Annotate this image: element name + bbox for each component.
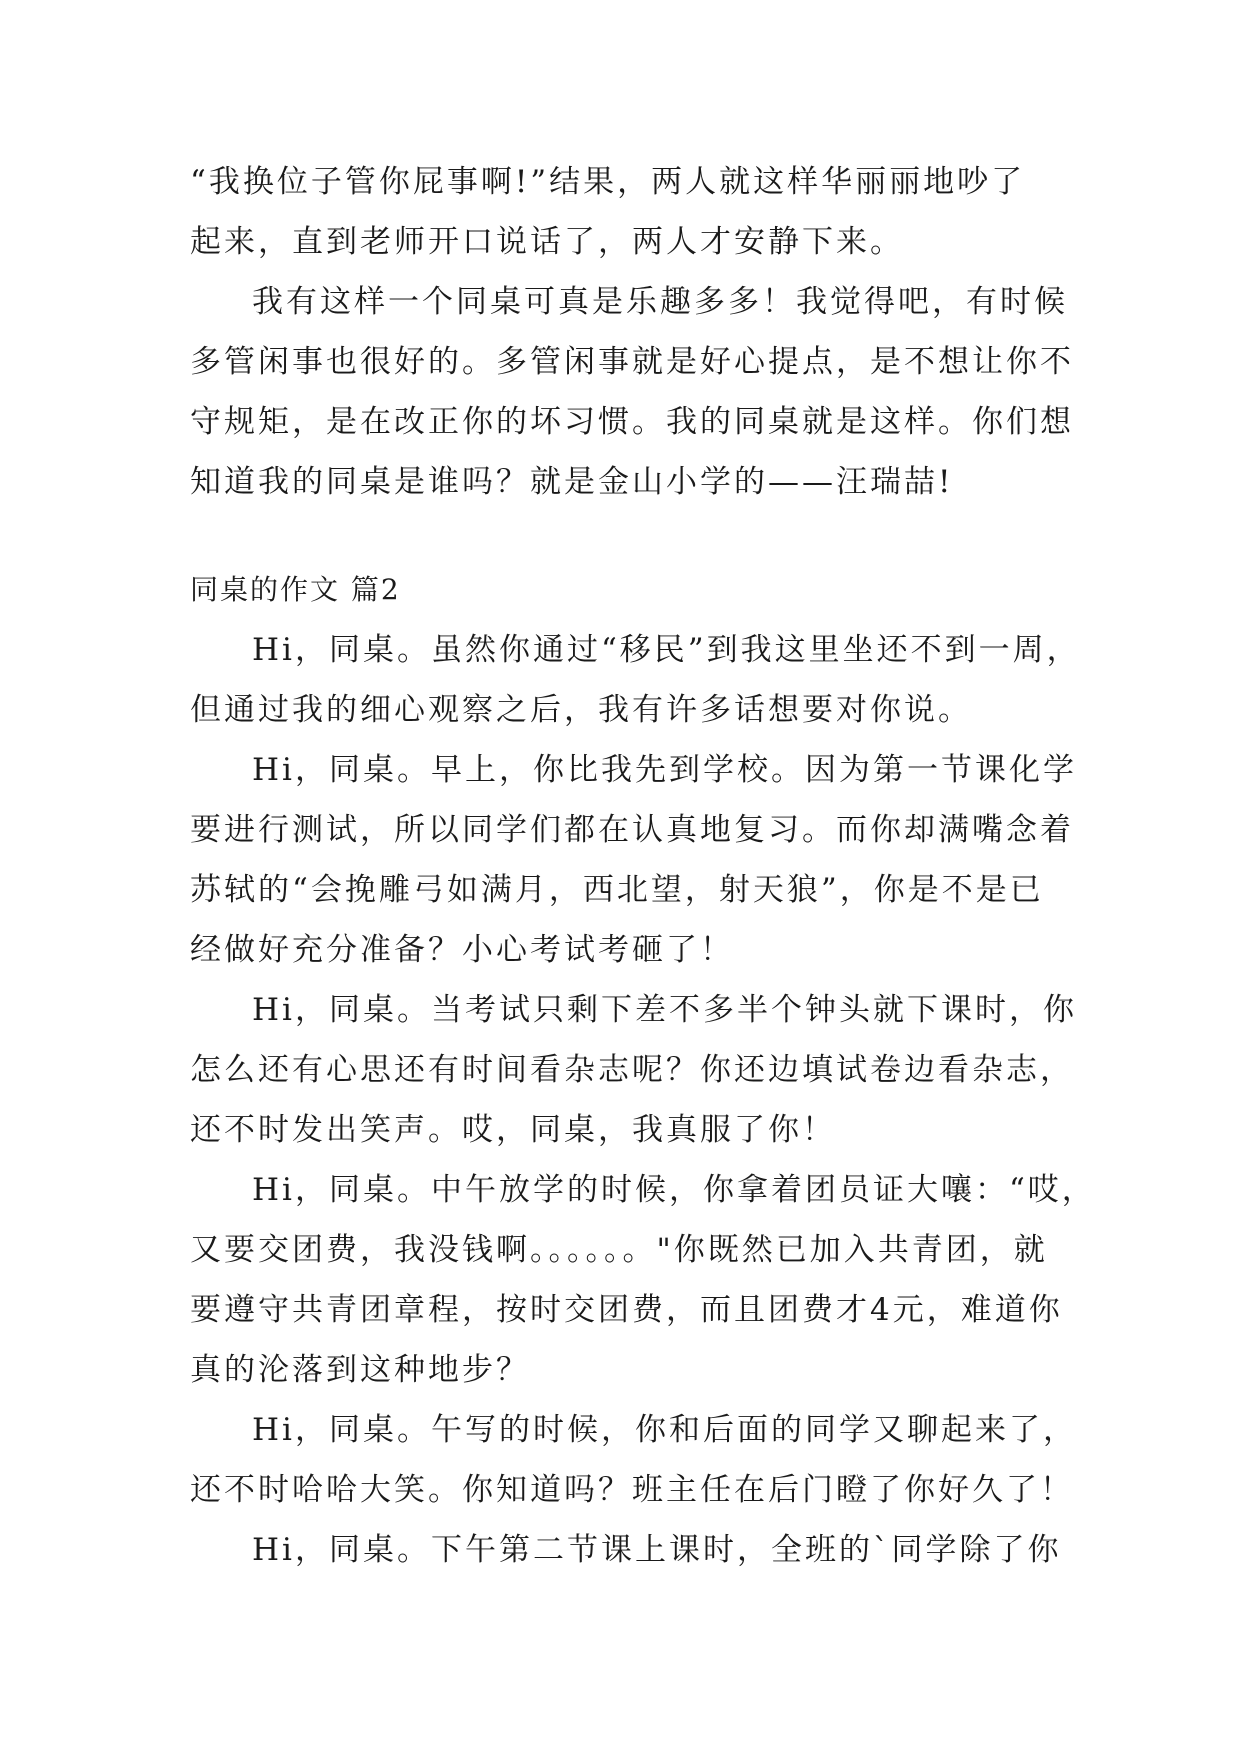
- paragraph-line: Hi，同桌。中午放学的时候，你拿着团员证大嚷：“哎，: [252, 1172, 1096, 1208]
- essay2-title: 同桌的作文 篇2: [190, 573, 401, 606]
- essay1-tail: [190, 152, 1074, 512]
- paragraph-line: 真的沦落到这种地步？: [190, 1352, 530, 1388]
- paragraph-line: 还不时哈哈大笑。你知道吗？班主任在后门瞪了你好久了！: [190, 1472, 1074, 1508]
- paragraph-line: 苏轼的“会挽雕弓如满月，西北望，射天狼”，你是不是已: [190, 872, 1044, 908]
- paragraph-line: 但通过我的细心观察之后，我有许多话想要对你说。: [190, 692, 972, 728]
- paragraph-line: 知道我的同桌是谁吗？就是金山小学的——汪瑞喆!: [190, 464, 954, 500]
- paragraph-line: 还不时发出笑声。哎，同桌，我真服了你！: [190, 1112, 836, 1148]
- paragraph-line: 又要交团费，我没钱啊。。。。。。"你既然已加入共青团，就: [190, 1232, 1048, 1268]
- paragraph-line: Hi，同桌。下午第二节课上课时，全班的`同学除了你: [252, 1532, 1062, 1568]
- paragraph-line: Hi，同桌。早上，你比我先到学校。因为第一节课化学: [252, 752, 1077, 788]
- paragraph-line: 起来，直到老师开口说话了，两人才安静下来。: [190, 224, 904, 260]
- paragraph-line: Hi，同桌。当考试只剩下差不多半个钟头就下课时，你: [252, 992, 1077, 1028]
- paragraph-line: 要进行测试，所以同学们都在认真地复习。而你却满嘴念着: [190, 812, 1074, 848]
- paragraph-line: 守规矩，是在改正你的坏习惯。我的同桌就是这样。你们想: [190, 404, 1074, 440]
- paragraph-line: Hi，同桌。午写的时候，你和后面的同学又聊起来了，: [252, 1412, 1077, 1448]
- paragraph-line: “我换位子管你屁事啊!”结果，两人就这样华丽丽地吵了: [190, 164, 1026, 200]
- paragraph-line: 怎么还有心思还有时间看杂志呢？你还边填试卷边看杂志，: [190, 1052, 1074, 1088]
- paragraph-line: 我有这样一个同桌可真是乐趣多多！我觉得吧，有时候: [252, 284, 1068, 320]
- paragraph-line: Hi，同桌。虽然你通过“移民”到我这里坐还不到一周，: [252, 632, 1081, 668]
- paragraph-line: 多管闲事也很好的。多管闲事就是好心提点，是不想让你不: [190, 344, 1074, 380]
- paragraph-line: 经做好充分准备？小心考试考砸了！: [190, 932, 734, 968]
- essay2-body: [190, 620, 1096, 1580]
- paragraph-line: 要遵守共青团章程，按时交团费，而且团费才4元，难道你: [190, 1292, 1063, 1328]
